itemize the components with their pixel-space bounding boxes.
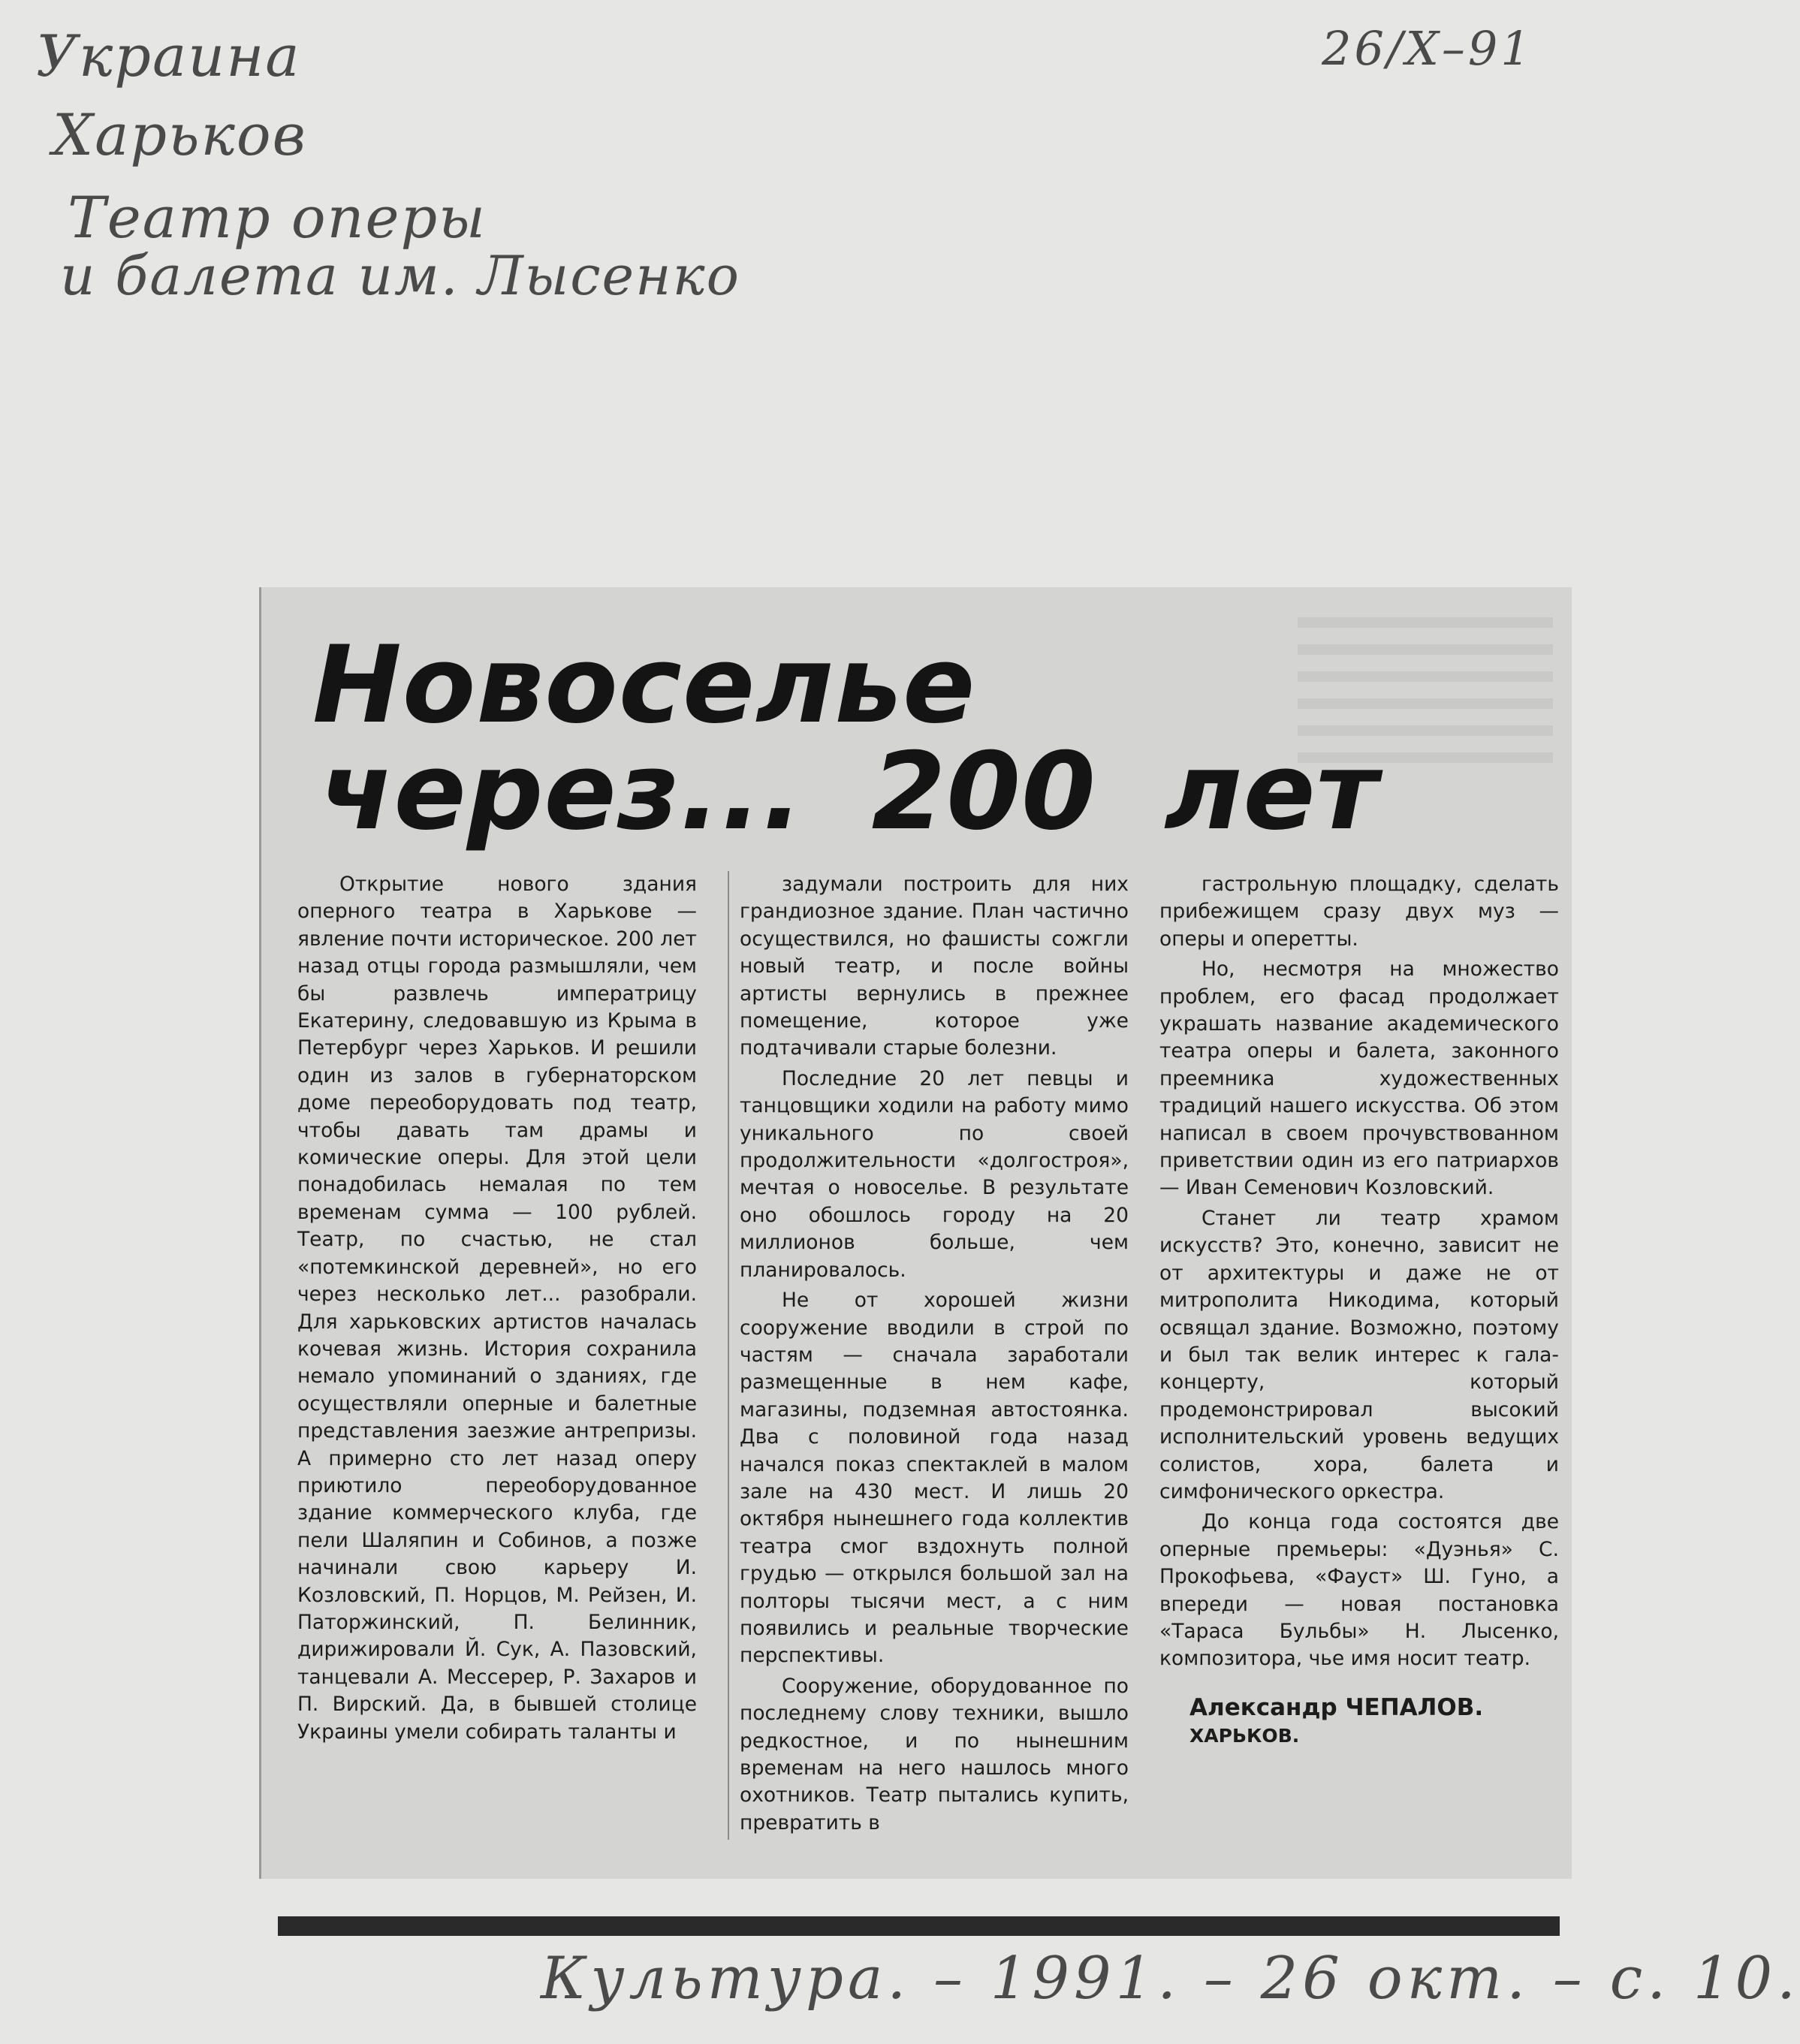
handwritten-note-city: Харьков [53, 101, 307, 168]
author-city: ХАРЬКОВ. [1189, 1724, 1300, 1747]
handwritten-note-country: Украина [36, 23, 301, 89]
handwritten-note-theatre-name: и балета им. Лысенко [60, 244, 740, 307]
paragraph: Но, несмотря на множество проблем, его фасад продолжает украшать название академического театра оперы и балета, законного преемника художественных традиций нашего искусства. Об этом написал в своем прочувствованном приветствии один из его патриархов — Иван Семенович Козловский. [1159, 957, 1559, 1200]
paragraph: Станет ли театр храмом искусств? Это, конечно, зависит не от архитектуры и даже не от митрополита Никодима, который освящал здание. Возможно, поэтому и был так велик интерес к гала-концерту, который продемонстрировал высокий исполнительский уровень ведущих солистов, хора, балета и симфонического оркестра. [1159, 1206, 1559, 1503]
article-column-2 [728, 871, 1129, 1840]
bottom-rule [278, 1916, 1560, 1936]
headline-line-1: Новоселье [312, 623, 976, 747]
paragraph: гастрольную площадку, сделать прибежищем сразу двух муз — оперы и оперетты. [1159, 873, 1559, 951]
headline-line-2: через... 200 лет [320, 730, 1379, 854]
article-headline [312, 623, 1551, 854]
article-body [297, 871, 1559, 1840]
paragraph: Открытие нового здания оперного театра в Харькове — явление почти историческое. 200 лет назад отцы города размышляли, чем бы развлечь императрицу Екатерину, следовавшую из Крыма в Петербург через Харьков. И решили один из залов в губернаторском доме переоборудовать под театр, чтобы давать там драмы и комические оперы. Для этой цели понадобилась немалая по тем временам сумма — 100 рублей. Театр, по счастью, не стал «потемкинской деревней», но его через несколько лет... разобрали. Для харьковских артистов началась кочевая жизнь. История сохранила немало упоминаний о зданиях, где осуществляли оперные и балетные представления заезжие антрепризы. А примерно сто лет назад оперу приютило переоборудованное здание коммерческого клуба, где пели Шаляпин и Собинов, а позже начинали свою карьеру И. Козловский, П. Норцов, М. Рейзен, И. Паторжинский, П. Белинник, дирижировали Й. Сук, А. Пазовский, танцевали А. Мессерер, Р. Захаров и П. Вирский. Да, в бывшей столице Украины умели собирать таланты и [297, 873, 697, 1744]
handwritten-note-theatre: Театр оперы [68, 184, 487, 251]
article-column-3 [1159, 871, 1559, 1840]
paragraph: задумали построить для них грандиозное здание. План частично осуществился, но фашисты сожгли новый театр, и после войны артисты вернулись в прежнее помещение, которое уже подтачивали старые болезни. [740, 873, 1129, 1060]
handwritten-date: 26/X–91 [1322, 21, 1533, 76]
paragraph: Не от хорошей жизни сооружение вводили в строй по частям — сначала заработали размещенные в нем кафе, магазины, подземная автостоянка. Два с половиной года назад начался показ спектаклей в малом зале на 430 мест. И лишь 20 октября нынешнего года коллектив театра смог вздохнуть полной грудью — открылся большой зал на полторы тысячи мест, а с ним появились и реальные творческие перспективы. [740, 1289, 1129, 1668]
paragraph: Сооружение, оборудованное по последнему слову техники, вышло редкостное, и по нынешним временам на него нашлось много охотников. Театр пытались купить, превратить в [740, 1674, 1129, 1834]
article-signature [1159, 1693, 1559, 1750]
newspaper-clipping [259, 587, 1572, 1879]
paragraph: До конца года состоятся две оперные премьеры: «Дуэнья» С. Прокофьева, «Фауст» Ш. Гуно, а впереди — новая постановка «Тараса Бульбы» Н. Лысенко, композитора, чье имя носит театр. [1159, 1510, 1559, 1671]
author-name: Александр ЧЕПАЛОВ. [1189, 1693, 1484, 1721]
article-column-1 [297, 871, 697, 1840]
paragraph: Последние 20 лет певцы и танцовщики ходили на работу мимо уникального по своей продолжительности «долгостроя», мечтая о новоселье. В результате оно обошлось городу на 20 миллионов больше, чем планировалось. [740, 1066, 1129, 1282]
handwritten-source-citation: Культура. – 1991. – 26 окт. – с. 10. [541, 1945, 1800, 2012]
